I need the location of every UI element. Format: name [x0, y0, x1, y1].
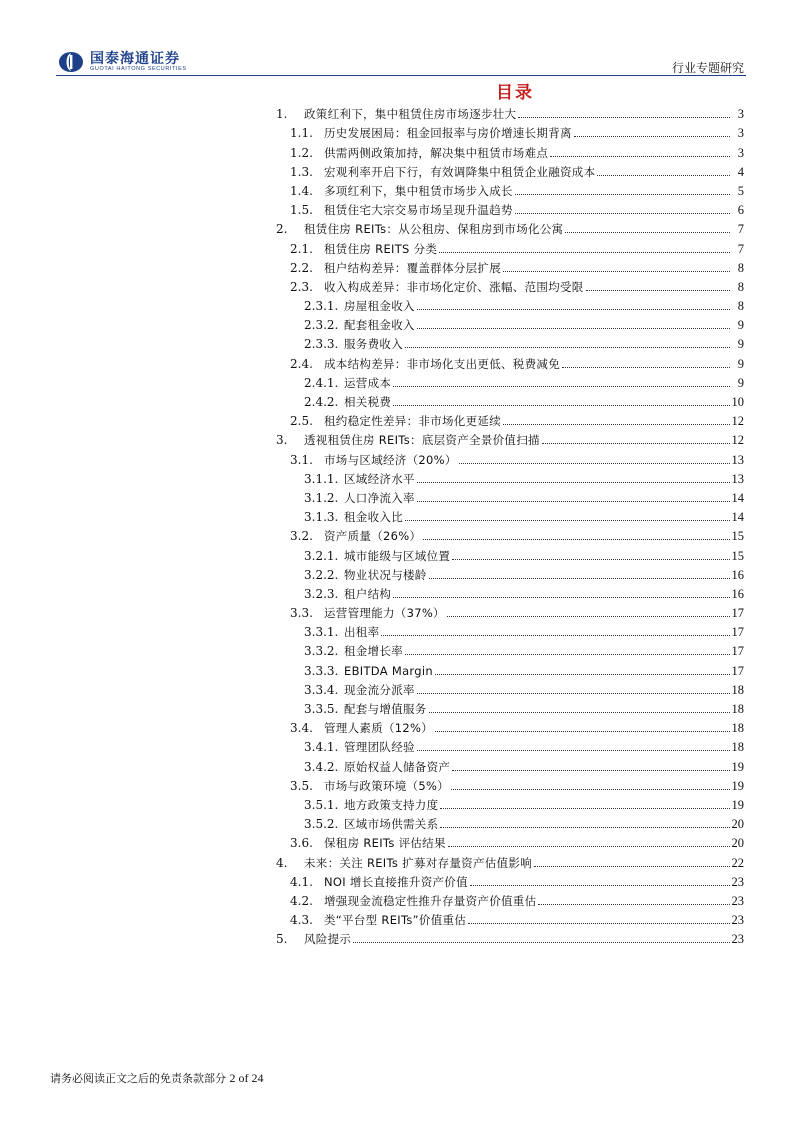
toc-entry-number: 3.4.1. — [304, 740, 339, 755]
toc-leader-dots — [429, 711, 730, 713]
toc-entry-number: 1.5. — [290, 203, 313, 218]
toc-leader-dots — [405, 346, 730, 348]
toc-leader-dots — [586, 289, 730, 291]
toc-entry-page: 6 — [737, 203, 744, 218]
toc-entry-page: 17 — [731, 663, 744, 678]
toc-entry-number: 4.3. — [290, 913, 313, 928]
toc-entry-page: 13 — [731, 452, 744, 467]
toc-entry-number: 3.3.2. — [304, 644, 339, 659]
toc-entry-page: 13 — [731, 471, 744, 486]
toc-entry-title: 政策红利下，集中租赁住房市场逐步壮大 — [304, 107, 517, 122]
toc-entry-number: 3.5.1. — [304, 797, 339, 812]
toc-entry[interactable] — [276, 564, 744, 583]
toc-entry-title: 风险提示 — [304, 932, 352, 947]
toc-entry-page: 8 — [737, 299, 744, 314]
toc-entry[interactable] — [276, 199, 744, 218]
toc-entry-page: 18 — [731, 740, 744, 755]
report-type-label: 行业专题研究 — [671, 61, 744, 75]
toc-entry-title: 租赁住房 REITs：从公租房、保租房到市场化公寓 — [304, 222, 564, 237]
toc-entry-page: 5 — [737, 183, 744, 198]
toc-leader-dots — [448, 845, 730, 847]
toc-entry-title: 原始权益人储备资产 — [344, 759, 451, 774]
toc-entry[interactable] — [276, 583, 744, 602]
toc-entry-title: 城市能级与区域位置 — [344, 548, 451, 563]
toc-entry-number: 3.1.3. — [304, 510, 339, 525]
toc-leader-dots — [515, 193, 730, 195]
toc-leader-dots — [405, 653, 730, 655]
toc-entry-title: 资产质量（26%） — [324, 529, 422, 544]
toc-leader-dots — [542, 442, 730, 444]
toc-entry-title: 相关税费 — [344, 395, 392, 409]
toc-entry-page: 23 — [731, 874, 744, 889]
toc-leader-dots — [451, 788, 729, 790]
toc-entry[interactable] — [276, 180, 744, 199]
toc-entry-number: 3.2.3. — [304, 586, 339, 601]
toc-entry[interactable] — [276, 659, 744, 678]
toc-entry-page: 17 — [731, 625, 744, 640]
toc-entry-title: 区域经济水平 — [344, 471, 415, 486]
toc-leader-dots — [435, 730, 729, 732]
toc-entry-number: 2.4.2. — [304, 395, 339, 409]
toc-entry-title: 服务费收入 — [344, 337, 403, 352]
toc-entry[interactable] — [276, 276, 744, 295]
toc-entry-title: 类“平台型 REITs”价值重估 — [324, 913, 467, 928]
toc-entry-title: NOI 增长直接推升资产价值 — [324, 874, 468, 889]
toc-entry[interactable] — [276, 391, 744, 410]
footer-disclaimer: 请务必阅读正文之后的免责条款部分 — [50, 1072, 226, 1085]
toc-leader-dots — [417, 481, 730, 483]
toc-entry[interactable] — [276, 640, 744, 659]
toc-entry-title: 市场与区域经济（20%） — [324, 452, 457, 467]
toc-entry-number: 2. — [276, 222, 288, 237]
toc-entry-page: 16 — [731, 586, 744, 601]
toc-entry[interactable] — [276, 257, 744, 276]
toc-title: 目录 — [496, 83, 534, 103]
toc-leader-dots — [393, 404, 729, 406]
toc-entry[interactable] — [276, 161, 744, 180]
toc-entry[interactable] — [276, 218, 744, 237]
toc-entry-title: 增强现金流稳定性推升存量资产价值重估 — [324, 893, 537, 908]
toc-entry-page: 3 — [737, 107, 744, 122]
toc-leader-dots — [393, 596, 729, 598]
toc-entry[interactable] — [276, 429, 744, 448]
toc-entry[interactable] — [276, 333, 744, 352]
toc-entry[interactable] — [276, 352, 744, 371]
toc-entry[interactable] — [276, 122, 744, 141]
toc-leader-dots — [452, 769, 729, 771]
toc-entry[interactable] — [276, 487, 744, 506]
toc-entry-number: 4.1. — [290, 874, 313, 889]
toc-entry-page: 17 — [731, 644, 744, 659]
toc-entry[interactable] — [276, 928, 744, 947]
toc-entry-title: 租户结构 — [344, 586, 392, 601]
toc-leader-dots — [381, 634, 729, 636]
toc-entry[interactable] — [276, 410, 744, 429]
page-footer — [50, 1070, 264, 1086]
toc-entry-page: 7 — [737, 222, 744, 237]
toc-entry-number: 3.2. — [290, 529, 313, 544]
toc-entry-number: 5. — [276, 932, 288, 947]
toc-entry-page: 9 — [737, 356, 744, 371]
toc-leader-dots — [440, 807, 729, 809]
toc-entry[interactable] — [276, 698, 744, 717]
toc-leader-dots — [470, 884, 730, 886]
toc-entry-page: 3 — [737, 145, 744, 160]
brand-logo-icon — [58, 51, 84, 73]
toc-entry-page: 18 — [731, 721, 744, 736]
toc-leader-dots — [503, 270, 730, 272]
toc-entry-page: 23 — [731, 913, 744, 928]
footer-page-info: 2 of 24 — [229, 1071, 264, 1085]
toc-entry-page: 19 — [731, 797, 744, 812]
toc-leader-dots — [435, 673, 730, 675]
toc-leader-dots — [550, 155, 730, 157]
toc-leader-dots — [429, 577, 730, 579]
toc-entry[interactable] — [276, 103, 744, 122]
page-header — [0, 0, 794, 78]
toc-leader-dots — [468, 922, 729, 924]
toc-entry-title: 保租房 REITs 评估结果 — [324, 836, 446, 851]
toc-entry-number: 2.3.3. — [304, 337, 339, 352]
header-divider — [56, 75, 746, 76]
toc-entry-page: 10 — [731, 395, 744, 409]
toc-entry-page: 8 — [737, 279, 744, 294]
brand-logo — [58, 50, 187, 74]
toc-entry-title: 租赁住房 REITS 分类 — [324, 241, 438, 256]
toc-entry-number: 1. — [276, 107, 288, 122]
toc-entry-title: 配套租金收入 — [344, 318, 415, 333]
toc-entry-number: 4.2. — [290, 893, 313, 908]
toc-entry-page: 8 — [737, 260, 744, 275]
toc-entry-number: 3.5. — [290, 778, 313, 793]
toc-entry-page: 23 — [731, 932, 744, 947]
toc-entry[interactable] — [276, 544, 744, 563]
toc-entry[interactable] — [276, 468, 744, 487]
toc-entry-title: 租赁住宅大宗交易市场呈现升温趋势 — [324, 203, 513, 218]
toc-entry-number: 3.3.4. — [304, 682, 339, 697]
toc-entry-page: 7 — [737, 241, 744, 256]
toc-entry-number: 3.3. — [290, 606, 313, 621]
toc-entry[interactable] — [276, 448, 744, 467]
toc-leader-dots — [417, 692, 730, 694]
toc-entry[interactable] — [276, 832, 744, 851]
toc-entry[interactable] — [276, 717, 744, 736]
toc-leader-dots — [518, 116, 730, 118]
toc-entry[interactable] — [276, 506, 744, 525]
toc-leader-dots — [574, 135, 730, 137]
toc-entry-page: 15 — [731, 529, 744, 544]
toc-entry-number: 3.4. — [290, 721, 313, 736]
toc-entry[interactable] — [276, 525, 744, 544]
brand-name-cn: 国泰海通证券 — [90, 50, 180, 67]
toc-leader-dots — [565, 231, 730, 233]
toc-entry-page: 9 — [737, 337, 744, 352]
toc-entry-page: 16 — [731, 567, 744, 582]
toc-leader-dots — [534, 865, 730, 867]
toc-entry-title: 租约稳定性差异：非市场化更延续 — [324, 414, 501, 429]
toc-entry-number: 2.2. — [290, 260, 313, 275]
toc-leader-dots — [417, 327, 730, 329]
toc-entry-number: 3.1.2. — [304, 490, 339, 505]
toc-entry[interactable] — [276, 141, 744, 160]
toc-entry-page: 14 — [731, 510, 744, 525]
toc-leader-dots — [405, 519, 730, 521]
toc-entry[interactable] — [276, 295, 744, 314]
toc-entry-number: 2.3.2. — [304, 318, 339, 333]
toc-entry-number: 2.3.1. — [304, 299, 339, 314]
toc-leader-dots — [452, 558, 729, 560]
toc-entry-title: 多项红利下，集中租赁市场步入成长 — [324, 183, 513, 198]
toc-entry-title: EBITDA Margin — [344, 663, 433, 678]
toc-entry-title: 未来：关注 REITs 扩募对存量资产估值影响 — [304, 855, 532, 870]
toc-leader-dots — [447, 615, 730, 617]
toc-entry-page: 18 — [731, 682, 744, 697]
toc-leader-dots — [423, 538, 729, 540]
toc-leader-dots — [538, 903, 729, 905]
toc-entry[interactable] — [276, 621, 744, 640]
toc-entry-page: 20 — [731, 836, 744, 851]
toc-entry-page: 4 — [737, 164, 744, 179]
toc-entry[interactable] — [276, 909, 744, 928]
toc-entry-title: 透视租赁住房 REITs：底层资产全景价值扫描 — [304, 433, 540, 448]
toc-entry[interactable] — [276, 372, 744, 391]
toc-leader-dots — [417, 308, 730, 310]
toc-entry-title: 租金收入比 — [344, 510, 403, 525]
toc-entry-number: 3. — [276, 433, 288, 448]
toc-entry-title: 供需两侧政策加持，解决集中租赁市场难点 — [324, 145, 549, 160]
toc-entry-number: 3.4.2. — [304, 759, 339, 774]
toc-entry-number: 1.2. — [290, 145, 313, 160]
toc-entry-title: 地方政策支持力度 — [344, 797, 439, 812]
toc-leader-dots — [515, 212, 730, 214]
toc-entry-title: 运营管理能力（37%） — [324, 606, 445, 621]
toc-entry[interactable] — [276, 602, 744, 621]
toc-entry-title: 租金增长率 — [344, 644, 403, 659]
toc-entry-title: 租户结构差异：覆盖群体分层扩展 — [324, 260, 501, 275]
toc-entry[interactable] — [276, 813, 744, 832]
toc-entry-page: 9 — [737, 318, 744, 333]
table-of-contents — [276, 103, 744, 947]
toc-entry-title: 管理人素质（12%） — [324, 721, 434, 736]
toc-entry-title: 成本结构差异：非市场化支出更低、税费减免 — [324, 356, 560, 371]
toc-entry[interactable] — [276, 679, 744, 698]
toc-entry[interactable] — [276, 775, 744, 794]
toc-leader-dots — [597, 174, 730, 176]
toc-entry-page: 20 — [731, 817, 744, 832]
toc-entry-page: 9 — [737, 375, 744, 390]
toc-entry-number: 3.6. — [290, 836, 313, 851]
toc-entry[interactable] — [276, 890, 744, 909]
toc-leader-dots — [562, 366, 730, 368]
toc-entry-number: 3.3.1. — [304, 625, 339, 640]
brand-name-en: GUOTAI HAITONG SECURITIES — [90, 65, 187, 72]
toc-entry-number: 4. — [276, 855, 288, 870]
toc-entry-title: 区域市场供需关系 — [344, 817, 439, 832]
toc-entry-page: 14 — [731, 490, 744, 505]
toc-entry-page: 19 — [731, 778, 744, 793]
toc-entry-number: 2.4. — [290, 356, 313, 371]
toc-entry-number: 1.3. — [290, 164, 313, 179]
toc-leader-dots — [353, 941, 729, 943]
toc-entry-number: 3.2.2. — [304, 567, 339, 582]
toc-entry-title: 宏观利率开启下行，有效调降集中租赁企业融资成本 — [324, 164, 596, 179]
toc-entry-title: 市场与政策环境（5%） — [324, 778, 450, 793]
toc-entry-title: 房屋租金收入 — [344, 299, 415, 314]
toc-entry-number: 2.1. — [290, 241, 313, 256]
toc-entry-title: 收入构成差异：非市场化定价、涨幅、范围均受限 — [324, 279, 584, 294]
toc-entry-title: 人口净流入率 — [344, 490, 415, 505]
toc-entry-number: 3.1.1. — [304, 471, 339, 486]
toc-entry-page: 3 — [737, 126, 744, 141]
toc-entry[interactable] — [276, 871, 744, 890]
toc-leader-dots — [439, 251, 730, 253]
toc-leader-dots — [417, 749, 730, 751]
toc-entry-page: 18 — [731, 702, 744, 716]
toc-entry-title: 现金流分派率 — [344, 682, 415, 697]
toc-leader-dots — [503, 423, 730, 425]
toc-entry-page: 12 — [731, 433, 744, 448]
toc-entry[interactable] — [276, 755, 744, 774]
toc-entry-title: 管理团队经验 — [344, 740, 415, 755]
toc-leader-dots — [417, 500, 730, 502]
toc-entry[interactable] — [276, 794, 744, 813]
toc-entry-number: 3.1. — [290, 452, 313, 467]
toc-entry-title: 配套与增值服务 — [344, 702, 427, 716]
toc-entry-number: 1.4. — [290, 183, 313, 198]
toc-entry[interactable] — [276, 237, 744, 256]
toc-entry[interactable] — [276, 314, 744, 333]
toc-leader-dots — [440, 826, 729, 828]
toc-entry[interactable] — [276, 851, 744, 870]
toc-entry-number: 2.4.1. — [304, 375, 339, 390]
toc-entry-page: 15 — [731, 548, 744, 563]
toc-entry-title: 历史发展困局：租金回报率与房价增速长期背离 — [324, 126, 572, 141]
toc-entry-title: 物业状况与楼龄 — [344, 567, 427, 582]
toc-entry-page: 22 — [731, 855, 744, 870]
toc-entry-number: 2.5. — [290, 414, 313, 429]
toc-entry[interactable] — [276, 736, 744, 755]
toc-entry-number: 3.5.2. — [304, 817, 339, 832]
toc-entry-page: 12 — [731, 414, 744, 429]
toc-entry-number: 3.3.5. — [304, 702, 339, 716]
toc-leader-dots — [393, 385, 730, 387]
toc-entry-number: 3.2.1. — [304, 548, 339, 563]
toc-entry-page: 17 — [731, 606, 744, 621]
toc-entry-number: 3.3.3. — [304, 663, 339, 678]
toc-entry-number: 2.3. — [290, 279, 313, 294]
toc-entry-title: 出租率 — [344, 625, 380, 640]
toc-entry-page: 19 — [731, 759, 744, 774]
toc-entry-page: 23 — [731, 893, 744, 908]
toc-entry-title: 运营成本 — [344, 375, 392, 390]
toc-leader-dots — [459, 462, 730, 464]
toc-entry-number: 1.1. — [290, 126, 313, 141]
